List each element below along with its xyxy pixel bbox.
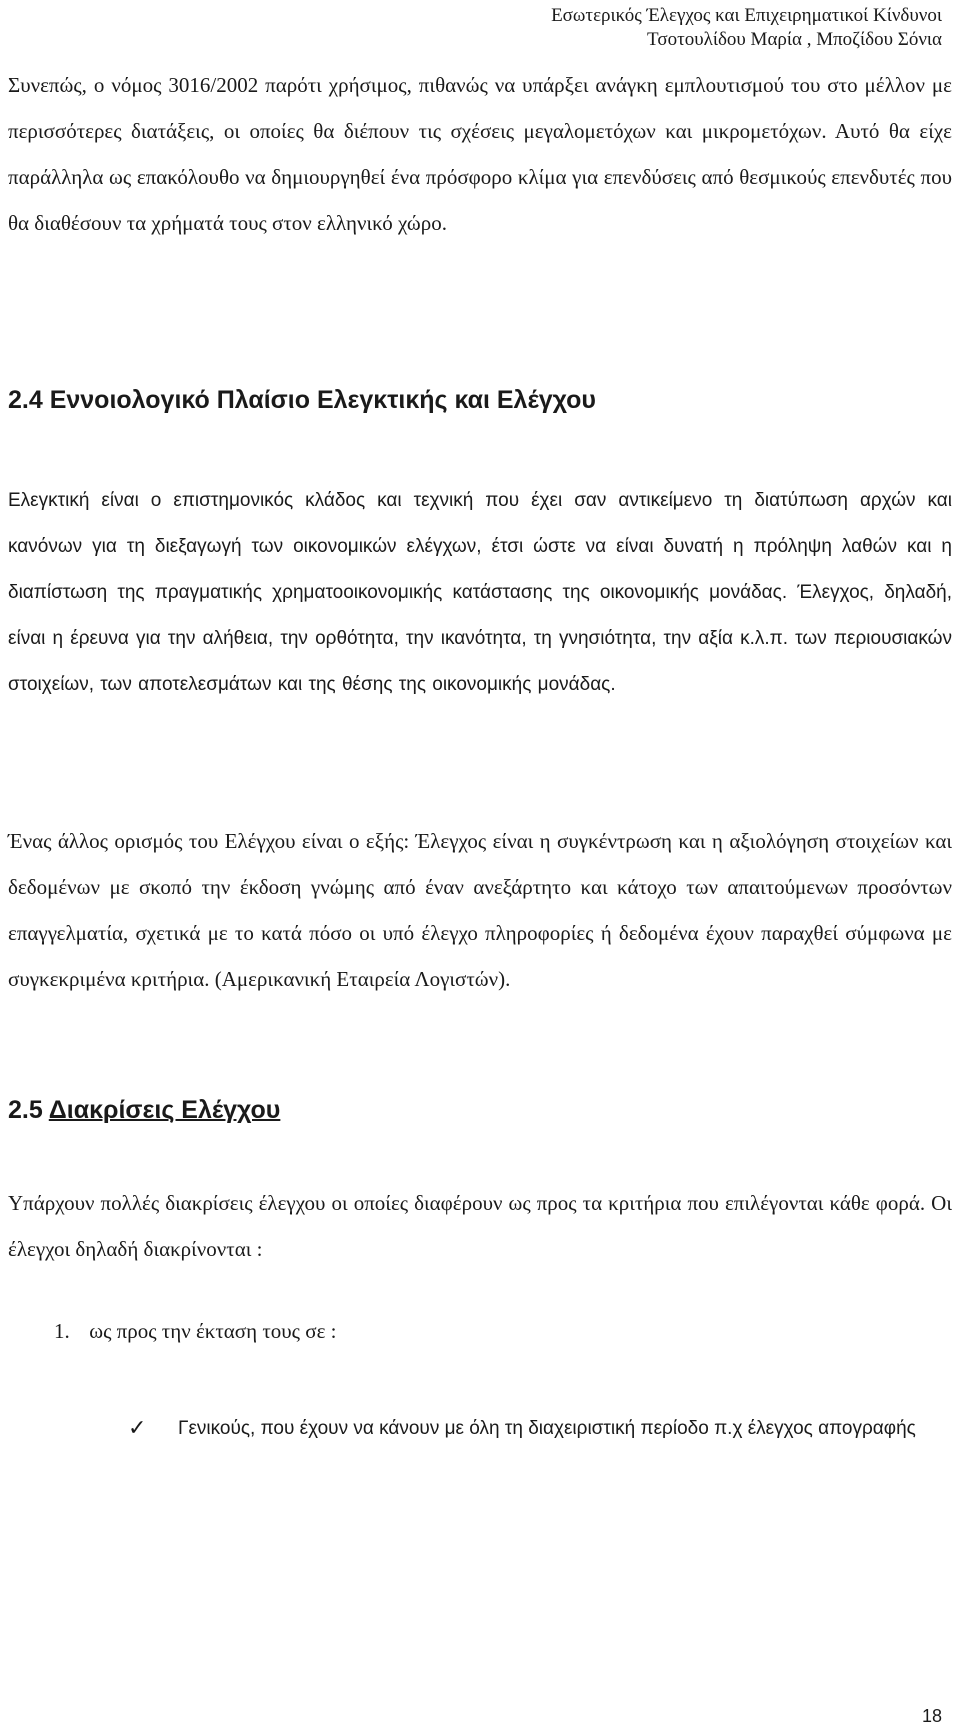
page-number: 18 xyxy=(921,1706,942,1726)
section-2-5-title: Διακρίσεις Ελέγχου xyxy=(48,1096,281,1124)
section-2-5-heading xyxy=(8,1094,280,1126)
paragraph-audit-alt-definition: Ένας άλλος ορισμός του Ελέγχου είναι ο εξής: Έλεγχος είναι η συγκέντρωση και η αξιολόγηση στοιχείων και δεδομένων με σκοπό την έκδοση γνώμης από έναν ανεξάρτητο και κάτοχο των απαιτούμενων προσόντων επαγγελματία, σχετικά με το κατά πόσο οι υπό έλεγχο πληροφορίες ή δεδομένα έχουν παραχθεί σύμφωνα με συγκεκριμένα κριτήρια. (Αμερικανική Εταιρεία Λογιστών). xyxy=(8,829,952,991)
header-authors: Τσοτουλίδου Μαρία , Μποζίδου Σόνια xyxy=(647,29,942,50)
section-2-5-number: 2.5 xyxy=(8,1096,49,1124)
paragraph-auditing-definition: Ελεγκτική είναι ο επιστημονικός κλάδος και τεχνική που έχει σαν αντικείμενο τη διατύπωση αρχών και κανόνων για τη διεξαγωγή των οικονομικών ελέγχων, έτσι ώστε να είναι δυνατή η πρόληψη λαθών και η διαπίστωση της πραγματικής χρηματοοικονομικής κατάστασης της οικονομικής μονάδας. Έλεγχος, δηλαδή, είναι η έρευνα για την αλήθεια, την ορθότητα, την ικανότητα, τη γνησιότητα, την αξία κ.λ.π. των περιουσιακών στοιχείων, των αποτελεσμάτων και της θέσης της οικονομικής μονάδας. xyxy=(8,490,952,695)
paragraph-audit-types-intro: Υπάρχουν πολλές διακρίσεις έλεγχου οι οποίες διαφέρουν ως προς τα κριτήρια που επιλέγονται κάθε φορά. Οι έλεγχοι δηλαδή διακρίνονται : xyxy=(8,1191,952,1261)
numbered-list-item xyxy=(54,1316,336,1346)
section-2-4-heading: 2.4 Εννοιολογικό Πλαίσιο Ελεγκτικής και Ελέγχου xyxy=(8,386,596,414)
header-title: Εσωτερικός Έλεγχος και Επιχειρηματικοί Κίνδυνοι xyxy=(551,5,942,26)
page-header xyxy=(551,4,942,52)
list-item-text: ως προς την έκταση τους σε : xyxy=(89,1319,337,1343)
list-item-number: 1. xyxy=(54,1319,70,1343)
checklist-item xyxy=(128,1406,948,1452)
paragraph-law-3016: Συνεπώς, ο νόμος 3016/2002 παρότι χρήσιμος, πιθανώς να υπάρξει ανάγκη εμπλουτισμού του στο μέλλον με περισσότερες διατάξεις, οι οποίες θα διέπουν τις σχέσεις μεγαλομετόχων και μικρομετόχων. Αυτό θα είχε παράλληλα ως επακόλουθο να δημιουργηθεί ένα πρόσφορο κλίμα για επενδύσεις από θεσμικούς επενδυτές που θα διαθέσουν τα χρήματά τους στον ελληνικό χώρο. xyxy=(8,73,952,235)
check-icon: ✓ xyxy=(128,1416,147,1441)
checklist-item-text: Γενικούς, που έχουν να κάνουν με όλη τη διαχειριστική περίοδο π.χ έλεγχος απογραφής xyxy=(178,1418,916,1439)
